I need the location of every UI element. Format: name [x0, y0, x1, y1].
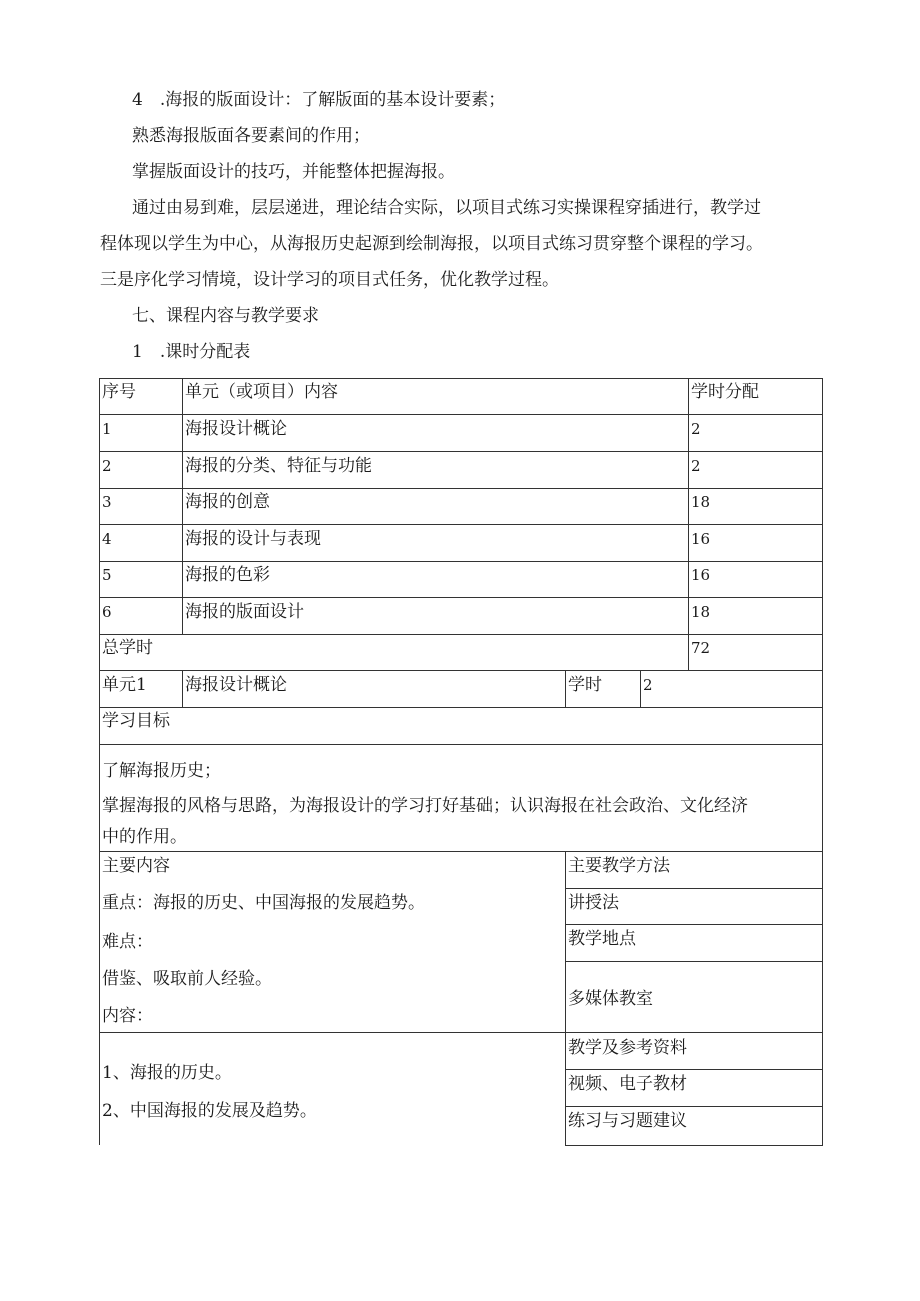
- row-hours: 18: [691, 603, 711, 621]
- paragraph-layout-elements: 熟悉海报版面各要素间的作用；: [132, 126, 370, 146]
- row-content: 海报的版面设计: [185, 602, 304, 622]
- row-index: 5: [102, 566, 112, 584]
- row-index: 6: [102, 603, 112, 621]
- total-hours-label: 总学时: [102, 638, 153, 658]
- row-hours: 16: [691, 566, 711, 584]
- teaching-location-value: 多媒体教室: [568, 989, 653, 1009]
- materials-value: 视频、电子教材: [568, 1074, 687, 1094]
- objective-line: 了解海报历史；: [102, 761, 221, 781]
- difficulty-label: 难点：: [102, 932, 153, 952]
- row-hours: 2: [691, 420, 701, 438]
- materials-label: 教学及参考资料: [568, 1038, 687, 1058]
- col-header-index: 序号: [102, 382, 136, 402]
- row-content: 海报的设计与表现: [185, 529, 321, 549]
- section-heading-course-content: 七、课程内容与教学要求: [132, 306, 319, 326]
- row-index: 4: [102, 530, 112, 548]
- subsection-heading-hours-table: 1 .课时分配表: [132, 342, 251, 362]
- row-index: 1: [102, 420, 112, 438]
- unit-hours-label: 学时: [568, 675, 602, 695]
- row-index: 3: [102, 493, 112, 511]
- unit-hours-value: 2: [643, 676, 653, 694]
- row-hours: 2: [691, 457, 701, 475]
- paragraph-layout-skills: 掌握版面设计的技巧，并能整体把握海报。: [132, 162, 455, 182]
- objectives-label: 学习目标: [102, 711, 170, 731]
- exercise-label: 练习与习题建议: [568, 1111, 687, 1131]
- paragraph-teaching-approach-3: 三是序化学习情境，设计学习的项目式任务，优化教学过程。: [100, 270, 559, 290]
- objective-line: 掌握海报的风格与思路，为海报设计的学习打好基础；认识海报在社会政治、文化经济: [102, 796, 748, 816]
- row-content: 海报的创意: [185, 492, 270, 512]
- teaching-location-label: 教学地点: [568, 929, 636, 949]
- row-content: 海报的分类、特征与功能: [185, 456, 372, 476]
- row-index: 2: [102, 457, 112, 475]
- col-header-hours: 学时分配: [691, 382, 759, 402]
- row-hours: 16: [691, 530, 711, 548]
- unit-name: 海报设计概论: [185, 675, 287, 695]
- main-content-label: 主要内容: [102, 856, 170, 876]
- key-point-line: 重点：海报的历史、中国海报的发展趋势。: [102, 893, 425, 913]
- unit-label: 单元1: [102, 675, 147, 695]
- paragraph-teaching-approach-1: 通过由易到难，层层递进，理论结合实际，以项目式练习实操课程穿插进行，教学过: [132, 198, 761, 218]
- col-header-content: 单元（或项目）内容: [185, 382, 338, 402]
- content-item: 2、中国海报的发展及趋势。: [102, 1101, 317, 1121]
- teaching-method-value: 讲授法: [568, 893, 619, 913]
- content-label: 内容：: [102, 1006, 153, 1026]
- teaching-method-label: 主要教学方法: [568, 856, 670, 876]
- row-content: 海报的色彩: [185, 565, 270, 585]
- objective-line: 中的作用。: [102, 827, 187, 847]
- paragraph-teaching-approach-2: 程体现以学生为中心，从海报历史起源到绘制海报，以项目式练习贯穿整个课程的学习。: [100, 234, 763, 254]
- difficulty-line: 借鉴、吸取前人经验。: [102, 969, 272, 989]
- content-item: 1、海报的历史。: [102, 1063, 232, 1083]
- total-hours-value: 72: [691, 639, 711, 657]
- row-hours: 18: [691, 493, 711, 511]
- row-content: 海报设计概论: [185, 419, 287, 439]
- paragraph-poster-layout: 4 .海报的版面设计：了解版面的基本设计要素；: [132, 90, 506, 110]
